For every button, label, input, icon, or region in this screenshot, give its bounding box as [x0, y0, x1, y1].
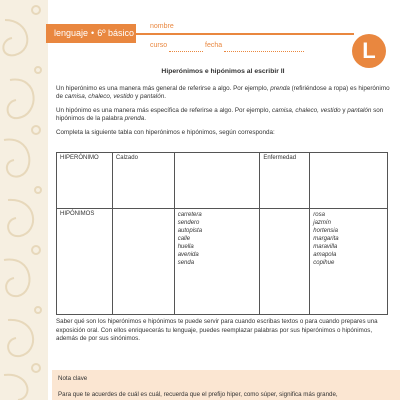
list-item: carretera [177, 212, 202, 218]
note-text: Para que te acuerdes de cuál es cuál, recuerda que el prefijo hiper, como súper, significa más grande, [58, 391, 338, 398]
date-label: fecha [205, 42, 223, 49]
para2-text-mid: son hipónimos de la palabra [56, 106, 384, 122]
paragraph-hyponym [56, 107, 390, 124]
paragraph-hyperonym [56, 85, 390, 102]
para1-example-1: prenda [270, 84, 290, 92]
cell-hyperonym-4[interactable] [310, 153, 388, 209]
hyperonym-table [56, 152, 388, 315]
note-title: Nota clave [58, 375, 88, 382]
para2-text-start: Un hipónimo es una manera más específica de referirse a algo. Por ejemplo, [56, 106, 272, 114]
name-label: nombre [150, 23, 174, 30]
row-header-hyponyms: HIPÓNIMOS [57, 209, 113, 315]
para1-text-mid: (refiriéndose a ropa) es hiperónimo de [56, 84, 390, 100]
table-row-hyperonyms [57, 153, 388, 209]
list-item: huella [177, 244, 194, 250]
cell-hyponyms-2 [174, 209, 260, 315]
page-title: Hiperónimos e hipónimos al escribir II [161, 68, 285, 75]
subject-badge: L [352, 34, 386, 68]
student-fields [150, 24, 304, 52]
list-item: copihue [313, 260, 335, 266]
list-item: maravilla [313, 244, 338, 250]
list-item: hortensia [313, 228, 338, 234]
para2-example-2: pantalón [347, 106, 372, 114]
cell-hyperonym-1[interactable]: Calzado [112, 153, 174, 209]
cell-hyponyms-3[interactable] [260, 209, 310, 315]
course-field[interactable] [169, 43, 203, 52]
cell-hyperonym-2[interactable] [174, 153, 260, 209]
para2-conj: y [340, 106, 348, 114]
row-header-hyperonym: HIPERÓNIMO [57, 153, 113, 209]
date-field[interactable] [224, 43, 304, 52]
separator-dot: • [91, 28, 95, 38]
closing-paragraph: Saber qué son los hiperónimos e hipónimos te puede servir para cuando escribas textos o para cuando prepares una exposición oral. Con ellos enriquecerás tu lenguaje, puedes reemplazar palabras por sus hiperónimos o hipónimos, además de por sus sinónimos. [56, 318, 378, 342]
para2-example-1: camisa, chaleco, vestido [271, 106, 341, 114]
list-item: jazmín [313, 220, 331, 226]
list-item: calle [177, 236, 191, 242]
list-item: senda [177, 260, 195, 266]
list-item: amapola [313, 252, 337, 258]
decorative-swirl-panel [0, 0, 48, 400]
para1-end: . [164, 93, 166, 100]
list-item: autopista [177, 228, 203, 234]
instruction-text: Completa la siguiente tabla con hiperónimos e hipónimos, según corresponda: [56, 128, 275, 136]
subject-bar [46, 24, 136, 43]
worksheet-header [0, 23, 400, 63]
list-item: sendero [177, 220, 200, 226]
subject-label: lenguaje [54, 28, 89, 38]
list-item: margarita [313, 236, 339, 242]
para2-end: . [144, 115, 146, 122]
course-label: curso [150, 42, 168, 49]
table-row-hyponyms [57, 209, 388, 315]
para2-example-3: prenda [124, 115, 145, 122]
cell-hyperonym-3[interactable]: Enfermedad [260, 153, 310, 209]
worksheet-content [56, 68, 390, 142]
list-item: avenida [177, 252, 199, 258]
para1-text-start: Un hiperónimo es una manera más general de referirse a algo. Por ejemplo, [56, 84, 271, 92]
key-note-box [52, 370, 400, 400]
grade-label: 6º básico [97, 28, 134, 38]
para1-conj: y [133, 93, 141, 100]
cell-hyponyms-1[interactable] [112, 209, 174, 315]
cell-hyponyms-4 [310, 209, 388, 315]
para1-example-3: pantalón [140, 93, 165, 100]
para1-example-2: camisa, chaleco, vestido [64, 93, 134, 100]
list-item: rosa [313, 212, 325, 218]
